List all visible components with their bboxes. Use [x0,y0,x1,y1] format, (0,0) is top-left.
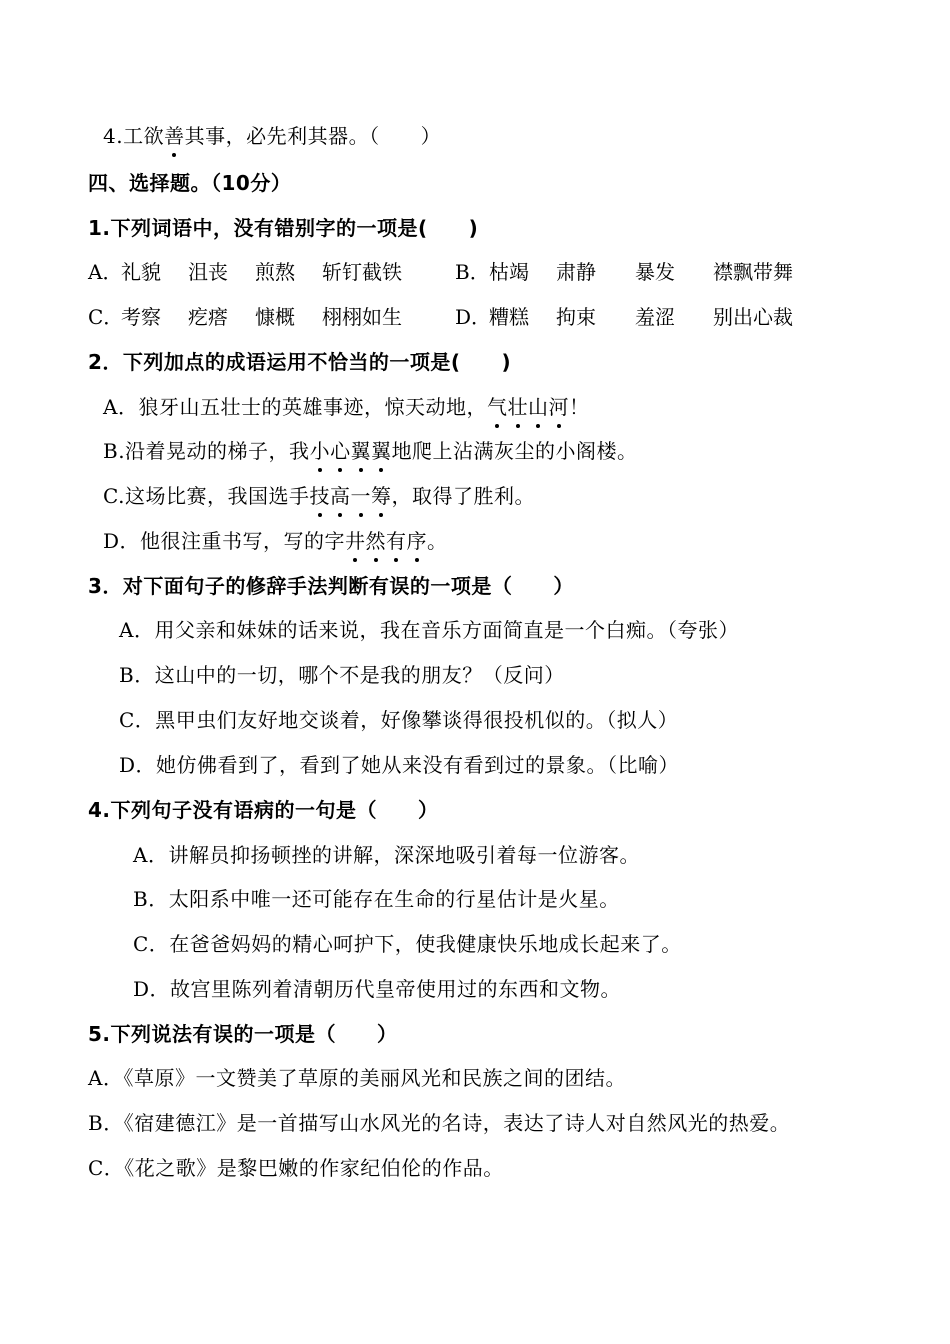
q1-c-word: 考察 [121,305,161,329]
q4-option-a: A．讲解员抑扬顿挫的讲解，深深地吸引着每一位游客。 [133,843,640,867]
dotted-char: 高 [329,484,351,508]
q1-option-c-label: C． [88,305,124,329]
q2-option-b [103,437,638,465]
q3-option-a: A．用父亲和妹妹的话来说，我在音乐方面简直是一个白痴。（夸张） [119,618,739,642]
q1-b-word: 肃静 [556,260,596,284]
dotted-char: 然 [365,529,387,553]
dotted-char: 河 [548,395,569,419]
q1-a-word: 礼貌 [121,260,161,284]
q1-d-word: 别出心裁 [713,305,793,329]
option-text: ！ [568,395,590,419]
dotted-char: 山 [527,395,549,419]
option-text: C.这场比赛，我国选手 [103,484,310,508]
q1-d-word: 羞涩 [635,305,675,329]
q1-c-word: 栩栩如生 [322,305,402,329]
q1-a-word: 沮丧 [188,260,228,284]
q1-b-word: 暴发 [635,260,675,284]
dotted-char: 井 [345,529,366,553]
dotted-char: 壮 [507,395,528,419]
section4-title: 四、选择题。（10分） [88,171,292,195]
q2-option-d [103,527,448,555]
q1-c-word: 疙瘩 [188,305,228,329]
q1-c-word: 慷概 [255,305,295,329]
dotted-char: 序 [406,529,428,553]
item-prefix: 4.工欲 [103,124,165,148]
q2-stem: 2．下列加点的成语运用不恰当的一项是( ) [88,350,512,374]
dotted-char: 一 [350,484,371,508]
section3-item-4 [103,122,441,150]
q1-option-a-label: A． [88,260,123,284]
dotted-char: 善 [164,124,185,148]
q5-stem: 5.下列说法有误的一项是（ ） [88,1022,398,1046]
q4-option-b: B．太阳系中唯一还可能存在生命的行星估计是火星。 [133,887,620,911]
option-text: ，取得了胜利。 [391,484,535,508]
dotted-char: 心 [330,439,351,463]
q3-option-d: D．她仿佛看到了，看到了她从来没有看到过的景象。（比喻） [119,753,680,777]
dotted-char: 技 [309,484,330,508]
q2-option-a [103,393,589,421]
option-text: D．他很注重书写，写的字 [103,529,346,553]
dotted-char: 筹 [370,484,392,508]
q1-a-word: 斩钉截铁 [322,260,402,284]
option-text: A．狼牙山五壮士的英雄事迹，惊天动地， [103,395,487,419]
q1-b-word: 襟飘带舞 [713,260,793,284]
dotted-char: 气 [486,395,508,419]
option-text: 地爬上沾满灰尘的小阁楼。 [391,439,638,463]
q1-d-word: 拘束 [556,305,596,329]
q5-option-a: A．《草原》一文赞美了草原的美丽风光和民族之间的团结。 [88,1066,626,1090]
q1-option-b-label: B． [455,260,490,284]
dotted-char: 小 [309,439,331,463]
dotted-char: 有 [386,529,407,553]
q5-option-c: C．《花之歌》是黎巴嫩的作家纪伯伦的作品。 [88,1156,504,1180]
option-text: B.沿着晃动的梯子，我 [103,439,310,463]
q4-stem: 4.下列句子没有语病的一句是（ ） [88,798,439,822]
q1-option-d-label: D． [455,305,492,329]
q4-option-c: C．在爸爸妈妈的精心呵护下，使我健康快乐地成长起来了。 [133,932,682,956]
q5-option-b: B．《宿建德江》是一首描写山水风光的名诗，表达了诗人对自然风光的热爱。 [88,1111,791,1135]
dotted-char: 翼 [350,439,372,463]
q1-b-word: 枯竭 [489,260,529,284]
q2-option-c [103,482,535,510]
q1-a-word: 煎熬 [255,260,295,284]
q3-stem: 3．对下面句子的修辞手法判断有误的一项是（ ） [88,574,574,598]
option-text: 。 [427,529,448,553]
q3-option-c: C．黑甲虫们友好地交谈着，好像攀谈得很投机似的。（拟人） [119,708,679,732]
q4-option-d: D．故宫里陈列着清朝历代皇帝使用过的东西和文物。 [133,977,622,1001]
q1-stem: 1.下列词语中，没有错别字的一项是( ) [88,216,479,240]
q3-option-b: B．这山中的一切，哪个不是我的朋友？（反问） [119,663,565,687]
item-suffix: 其事，必先利其器。（ ） [184,124,442,148]
dotted-char: 翼 [371,439,392,463]
q1-d-word: 糟糕 [489,305,529,329]
